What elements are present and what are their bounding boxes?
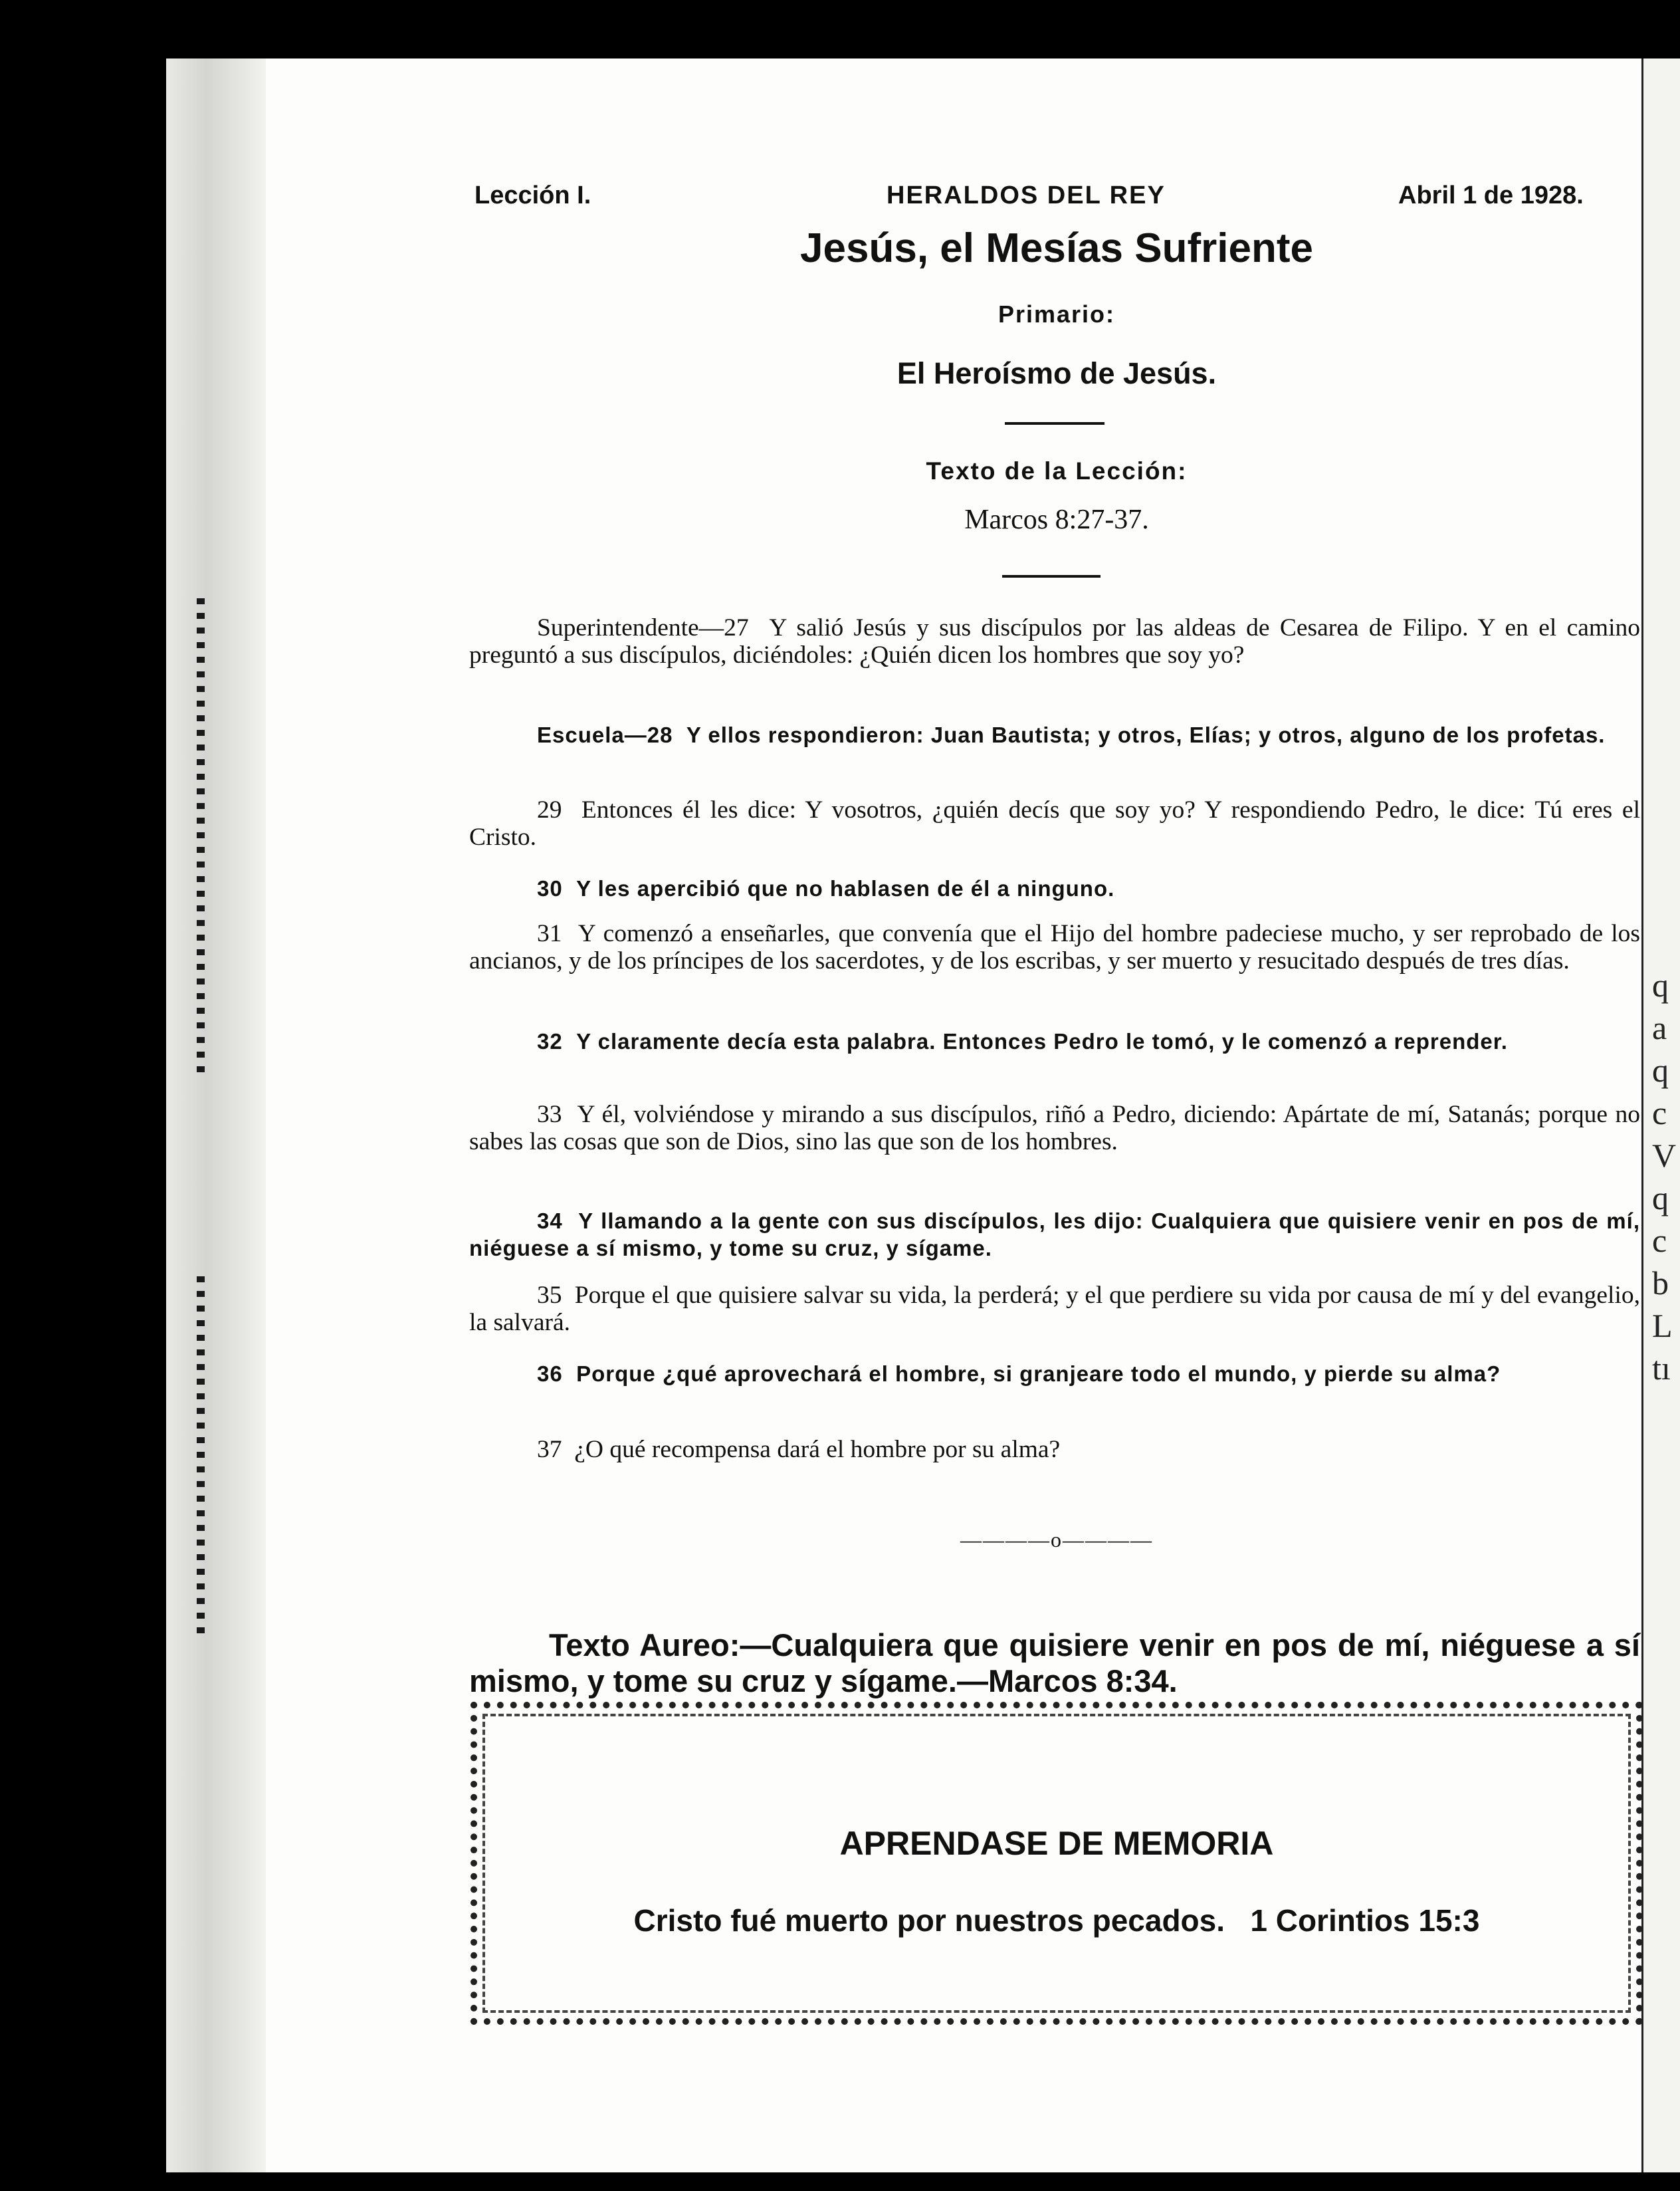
verse-number: 34 <box>537 1209 563 1233</box>
golden-text <box>469 1627 1640 1699</box>
primary-subtitle: El Heroísmo de Jesús. <box>896 356 1217 390</box>
book-spine <box>166 58 266 2172</box>
verse-text: Y comenzó a enseñarles, que convenía que el Hijo del hombre padeciese mucho, y ser reprobado de los ancianos, y de los príncipes de los sacerdotes, y de los escribas, y ser muerto y resucitado después de tres días. <box>469 920 1641 975</box>
verse-text: Y llamando a la gente con sus discípulos, les dijo: Cualquiera que quisiere venir en pos de mí, niéguese a sí mismo, y tome su cruz, y sígame. <box>469 1209 1640 1260</box>
verse-number: 33 <box>537 1101 562 1128</box>
verse-number: 32 <box>537 1029 563 1054</box>
lesson-number: Lección I. <box>474 181 591 209</box>
reference-rule <box>1002 575 1101 578</box>
verse-text: Y les apercibió que no hablasen de él a ninguno. <box>576 876 1115 901</box>
lesson-date: Abril 1 de 1928. <box>1398 181 1584 209</box>
verse-text: ¿O qué recompensa dará el hombre por su alma? <box>574 1436 1061 1463</box>
verse-number: Superintendente—27 <box>537 614 749 641</box>
verse-number: 29 <box>537 796 562 824</box>
verse-28 <box>469 721 1640 749</box>
verse-text: Y ellos respondieron: Juan Bautista; y otros, Elías; y otros, alguno de los profetas. <box>686 723 1606 747</box>
title-rule <box>1005 422 1104 425</box>
lesson-text-reference: Marcos 8:27-37. <box>964 505 1149 535</box>
memory-title: APRENDASE DE MEMORIA <box>839 1825 1274 1862</box>
memory-box <box>471 1702 1643 2025</box>
verse-32 <box>469 1028 1640 1055</box>
golden-text-label: Texto Aureo:— <box>549 1627 772 1663</box>
lesson-title: Jesús, el Mesías Sufriente <box>800 225 1313 271</box>
verse-text: Y él, volviéndose y mirando a sus discípulos, riñó a Pedro, diciendo: Apártate de mí, Satanás; porque no sabes las cosas que son de Dios, sino las que son de los hombres. <box>469 1101 1640 1155</box>
verse-33 <box>469 1101 1640 1155</box>
verse-text: Y salió Jesús y sus discípulos por las aldeas de Cesarea de Filipo. Y en el camino preguntó a sus discípulos, diciéndoles: ¿Quién dicen los hombres que soy yo? <box>469 614 1641 669</box>
verse-number: 30 <box>537 876 563 901</box>
verse-number: 36 <box>537 1361 563 1386</box>
verse-36 <box>469 1360 1640 1387</box>
section-separator: ————o———— <box>960 1528 1153 1552</box>
verse-35 <box>469 1282 1640 1336</box>
verse-text: Porque el que quisiere salvar su vida, la perderá; y el que perdiere su vida por causa de mí y del evangelio, la salvará. <box>469 1282 1640 1336</box>
verse-31 <box>469 920 1640 975</box>
verse-29 <box>469 796 1640 851</box>
golden-text-body: Cualquiera que quisiere venir en pos de mí, niéguese a sí mismo, y tome su cruz y sígame.—Marcos 8:34. <box>469 1627 1640 1698</box>
lesson-text-label: Texto de la Lección: <box>926 457 1188 485</box>
verse-text: Entonces él les dice: Y vosotros, ¿quién decís que soy yo? Y respondiendo Pedro, le dice: Tú eres el Cristo. <box>469 796 1640 851</box>
verse-30 <box>469 875 1640 902</box>
verse-number: 31 <box>537 920 562 947</box>
verse-34 <box>469 1207 1640 1262</box>
verse-number: 35 <box>537 1282 562 1309</box>
verse-27 <box>469 614 1640 669</box>
primary-label: Primario: <box>998 300 1116 328</box>
next-page-edge-letters: q a q c V q c b L tı <box>1652 967 1677 1387</box>
verse-text: Y claramente decía esta palabra. Entonces Pedro le tomó, y le comenzó a reprender. <box>576 1029 1508 1054</box>
memory-reference: 1 Corintios 15:3 <box>1250 1903 1480 1938</box>
publication-name: HERALDOS DEL REY <box>887 181 1166 209</box>
verse-text: Porque ¿qué aprovechará el hombre, si granjeare todo el mundo, y pierde su alma? <box>576 1361 1501 1386</box>
verse-37 <box>469 1436 1640 1463</box>
memory-verse <box>471 1903 1643 1938</box>
spine-marks-upper <box>197 598 205 1077</box>
verse-number: 37 <box>537 1436 562 1463</box>
verse-number: Escuela—28 <box>537 723 673 747</box>
memory-text: Cristo fué muerto por nuestros pecados. <box>633 1903 1225 1938</box>
spine-marks-lower <box>197 1276 205 1635</box>
